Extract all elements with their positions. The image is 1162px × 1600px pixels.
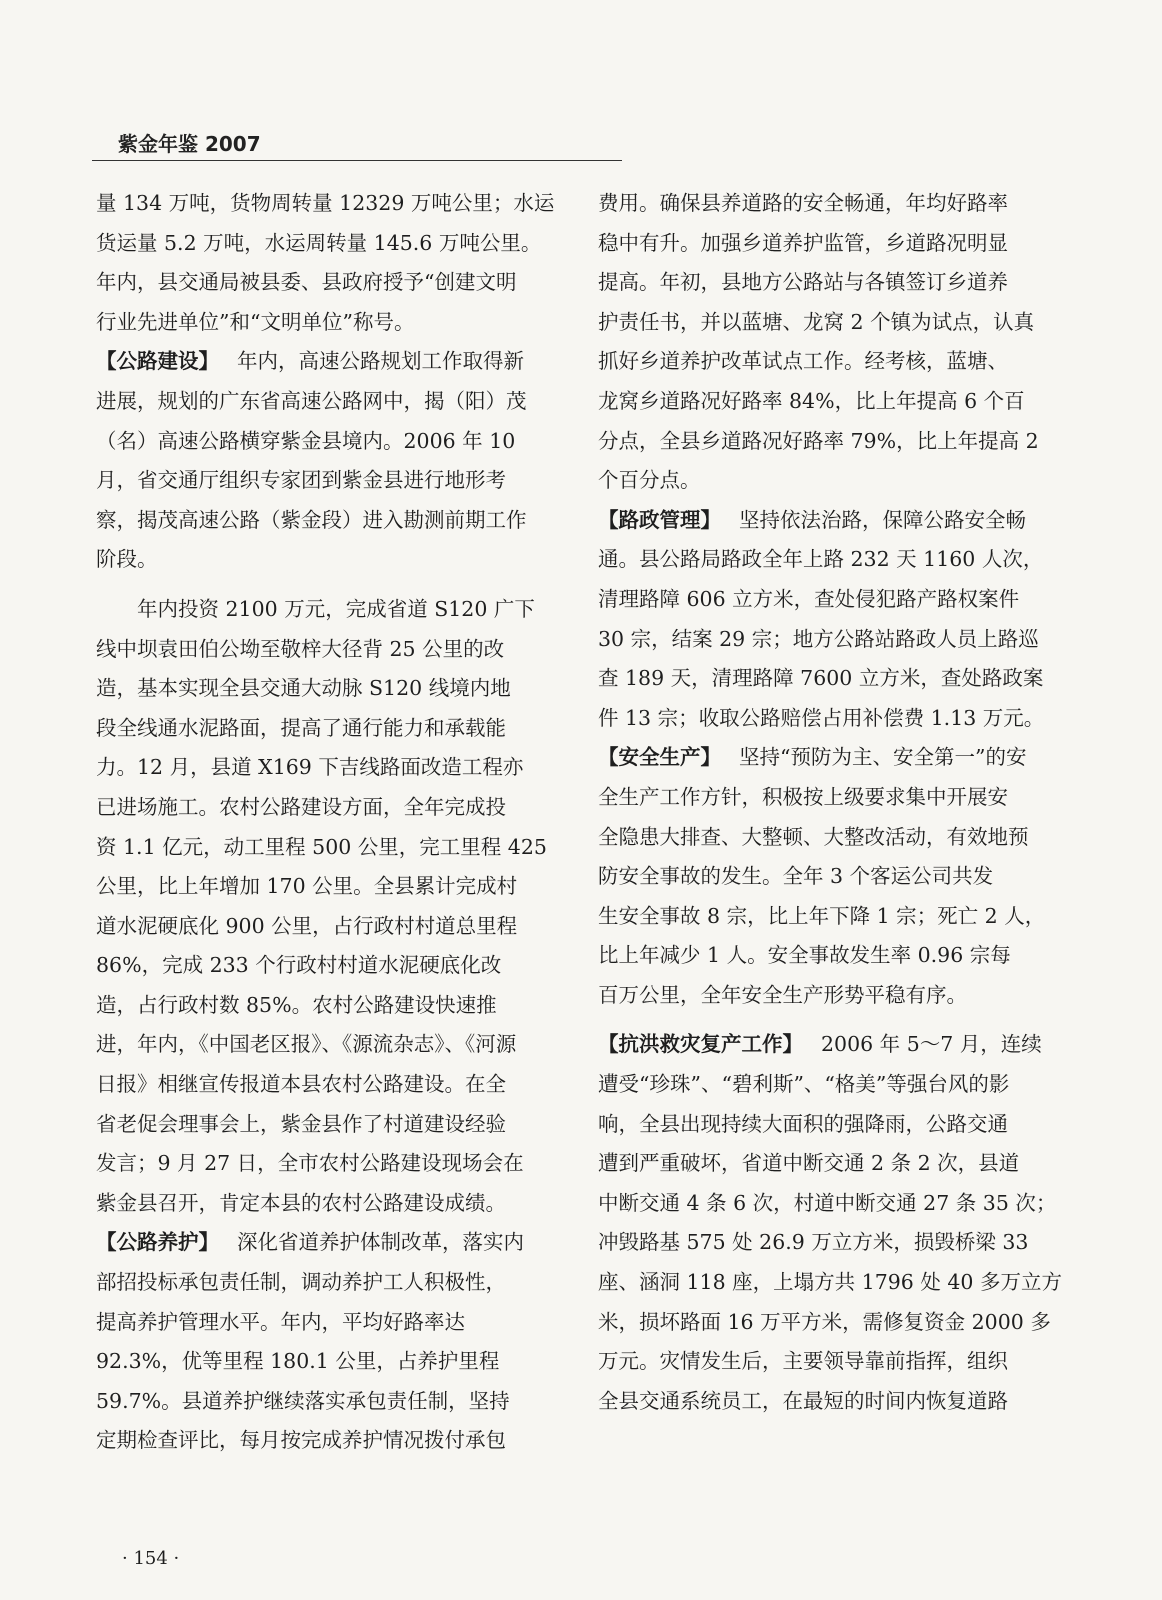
text-line: 查 189 天，清理路障 7600 立方米，查处路政案: [598, 666, 1044, 691]
text-line: 发言；9 月 27 日，全市农村公路建设现场会在: [96, 1151, 524, 1176]
section-heading: 【路政管理】: [598, 507, 721, 532]
text-line: 造，基本实现全县交通大动脉 S120 线境内地: [96, 676, 511, 701]
text-line: 响，全县出现持续大面积的强降雨，公路交通: [598, 1111, 1008, 1136]
running-header-title: 紫金年鉴 2007: [118, 132, 261, 156]
text-line: 力。12 月，县道 X169 下吉线路面改造工程亦: [96, 755, 524, 780]
section-safety: [598, 738, 1078, 1015]
text-line: 行业先进单位”和“文明单位”称号。: [96, 309, 415, 334]
text-line: 货运量 5.2 万吨，水运周转量 145.6 万吨公里。: [96, 230, 542, 255]
text-line: 稳中有升。加强乡道养护监管，乡道路况明显: [598, 230, 1008, 255]
text-line: （名）高速公路横穿紫金县境内。2006 年 10: [96, 428, 516, 453]
text-line: 全隐患大排查、大整顿、大整改活动，有效地预: [598, 824, 1029, 849]
text-line: 座、涵洞 118 座，上塌方共 1796 处 40 多万立方: [598, 1270, 1062, 1295]
left-column: [96, 184, 566, 1461]
intro-paragraph: [96, 184, 566, 342]
text-line: 进，年内，《中国老区报》、《源流杂志》、《河源: [96, 1032, 517, 1057]
text-line: 59.7%。县道养护继续落实承包责任制，坚持: [96, 1388, 510, 1413]
page-number: · 154 ·: [122, 1548, 180, 1569]
text-line: 段全线通水泥路面，提高了通行能力和承载能: [96, 715, 506, 740]
text-line: 量 134 万吨，货物周转量 12329 万吨公里；水运: [96, 191, 555, 215]
text-line: 提高。年初，县地方公路站与各镇签订乡道养: [598, 270, 1008, 295]
text-line: 日报》相继宣传报道本县农村公路建设。在全: [96, 1072, 506, 1097]
text-line: 护责任书，并以蓝塘、龙窝 2 个镇为试点，认真: [598, 309, 1035, 334]
right-column: [598, 184, 1078, 1421]
text-line: 通。县公路局路政全年上路 232 天 1160 人次，: [598, 547, 1044, 572]
text-line: 百万公里，全年安全生产形势平稳有序。: [598, 982, 967, 1007]
section-road-maintenance: [96, 1223, 566, 1461]
text-line: 线中坝袁田伯公坳至敬梓大径背 25 公里的改: [96, 636, 505, 661]
text-line: 米，损坏路面 16 万平方米，需修复资金 2000 多: [598, 1309, 1051, 1334]
text-line: 中断交通 4 条 6 次，村道中断交通 27 条 35 次；: [598, 1190, 1057, 1215]
header-rule: [92, 160, 622, 161]
text-line: 件 13 宗；收取公路赔偿占用补偿费 1.13 万元。: [598, 705, 1045, 730]
text-line: 个百分点。: [598, 468, 701, 493]
text-line: 察，揭茂高速公路（紫金段）进入勘测前期工作: [96, 507, 527, 532]
section-road-admin: [598, 501, 1078, 739]
text-line: 省老促会理事会上，紫金县作了村道建设经验: [96, 1111, 506, 1136]
text-line: 清理路障 606 立方米，查处侵犯路产路权案件: [598, 586, 1020, 611]
text-line: 阶段。: [96, 547, 158, 572]
text-line: 遭受“珍珠”、“碧利斯”、“格美”等强台风的影: [598, 1072, 1010, 1097]
text-line: 分点，全县乡道路况好路率 79%，比上年提高 2: [598, 428, 1039, 453]
section-heading: 【抗洪救灾复产工作】: [598, 1032, 803, 1057]
section-heading: 【公路建设】: [96, 349, 219, 374]
text-line: 龙窝乡道路况好路率 84%，比上年提高 6 个百: [598, 388, 1025, 413]
text-line: 资 1.1 亿元，动工里程 500 公里，完工里程 425: [96, 834, 547, 859]
text-line: 全县交通系统员工，在最短的时间内恢复道路: [598, 1388, 1008, 1413]
text-line: 年内，高速公路规划工作取得新: [237, 349, 524, 374]
text-line: 92.3%，优等里程 180.1 公里，占养护里程: [96, 1349, 500, 1374]
section-road-construction: [96, 342, 566, 580]
text-line: 紫金县召开，肯定本县的农村公路建设成绩。: [96, 1190, 506, 1215]
text-line: 费用。确保县养道路的安全畅通，年均好路率: [598, 191, 1008, 215]
text-line: 进展，规划的广东省高速公路网中，揭（阳）茂: [96, 388, 527, 413]
text-line: 比上年减少 1 人。安全事故发生率 0.96 宗每: [598, 943, 1011, 968]
section-heading: 【安全生产】: [598, 745, 721, 770]
text-line: 防安全事故的发生。全年 3 个客运公司共发: [598, 864, 994, 889]
section-heading: 【公路养护】: [96, 1230, 219, 1255]
text-line: 86%，完成 233 个行政村村道水泥硬底化改: [96, 953, 502, 978]
text-line: 公里，比上年增加 170 公里。全县累计完成村: [96, 874, 518, 899]
text-line: 冲毁路基 575 处 26.9 万立方米，损毁桥梁 33: [598, 1230, 1029, 1255]
text-line: 2006 年 5～7 月，连续: [821, 1032, 1042, 1057]
text-line: 抓好乡道养护改革试点工作。经考核，蓝塘、: [598, 349, 1008, 374]
text-line: 坚持依法治路，保障公路安全畅: [739, 507, 1026, 532]
text-line: 道水泥硬底化 900 公里，占行政村村道总里程: [96, 913, 518, 938]
continuation-paragraph: [598, 184, 1078, 501]
text-line: 已进场施工。农村公路建设方面，全年完成投: [96, 794, 506, 819]
text-line: 年内投资 2100 万元，完成省道 S120 广下: [137, 596, 535, 621]
text-line: 全生产工作方针，积极按上级要求集中开展安: [598, 784, 1008, 809]
text-line: 造，占行政村数 85%。农村公路建设快速推: [96, 992, 497, 1017]
section-flood-relief: [598, 1025, 1078, 1421]
text-line: 月，省交通厅组织专家团到紫金县进行地形考: [96, 468, 506, 493]
investment-paragraph: [96, 590, 566, 1224]
text-line: 坚持“预防为主、安全第一”的安: [739, 745, 1027, 770]
text-line: 定期检查评比，每月按完成养护情况拨付承包: [96, 1428, 506, 1453]
text-line: 年内，县交通局被县委、县政府授予“创建文明: [96, 270, 517, 295]
text-line: 部招投标承包责任制，调动养护工人积极性，: [96, 1270, 506, 1295]
text-line: 提高养护管理水平。年内，平均好路率达: [96, 1309, 465, 1334]
text-line: 30 宗，结案 29 宗；地方公路站路政人员上路巡: [598, 626, 1039, 651]
text-line: 万元。灾情发生后，主要领导靠前指挥，组织: [598, 1349, 1008, 1374]
text-line: 生安全事故 8 宗，比上年下降 1 宗；死亡 2 人，: [598, 903, 1046, 928]
text-line: 深化省道养护体制改革，落实内: [237, 1230, 524, 1255]
text-line: 遭到严重破坏，省道中断交通 2 条 2 次，县道: [598, 1151, 1020, 1176]
